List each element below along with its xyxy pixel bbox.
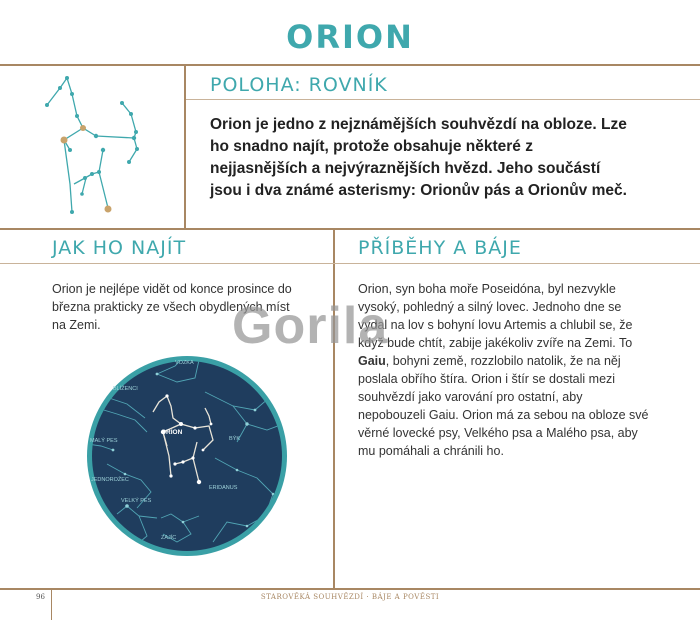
section-underline [0,263,700,264]
page-title: ORION [286,18,414,56]
stories-heading: PŘÍBĚHY A BÁJE [358,237,522,259]
watermark: Gorila [232,297,389,355]
sky-label-velky-pes: VELKÝ PES [121,498,152,504]
footer-running-title: STAROVĚKÁ SOUHVĚZDÍ · BÁJE A POVĚSTI [260,593,440,601]
intro-text: Orion je jedno z nejznámějších souhvězdí na obloze. Lze ho snadno najít, protože obsahuje některé z nejjasnějších a nejvýraznějších hvězd. Jeho součástí jsou i dva známé asterismy: Orionův pás a Orionův meč. [210,116,627,199]
middle-rule [0,228,700,230]
divider-vertical-top [184,66,186,228]
sky-label-maly-pes: MALÝ PES [90,438,118,444]
bottom-rule [0,588,700,590]
sky-label-eridanus: ERIDANUS [209,485,238,491]
sky-label-vozka: VOZKA [175,360,194,366]
sky-label-orion: ORION [161,429,183,436]
page-number: 96 [36,593,45,601]
sky-label-zajic: ZAJÍC [161,535,177,541]
location-heading: POLOHA: ROVNÍK [210,74,388,96]
stories-text [358,280,653,460]
orion-constellation-figure [0,66,184,228]
stories-text-part1: Orion, syn boha moře Poseidóna, byl nezvykle vysoký, pohledný a silný lovec. Jednoho dne se vydal na lov s bohyní lovu Artemis a chlubil se, že když bude chtít, zabije jakékoliv zvíře na Zemi. To [358,282,633,350]
find-text: Orion je nejlépe vidět od konce prosince do března prakticky ze všech obydlených míst na Zemi. [52,282,292,332]
sky-label-jednorozec: JEDNOROŽEC [91,477,129,483]
sky-label-byk: BÝK [229,436,241,442]
sky-map [87,346,287,566]
sky-label-blizenci: BLÍŽENCI [113,386,138,392]
stories-text-part2: , bohyni země, rozzlobilo natolik, že na něj poslala obřího štíra. Orion i štír se dostali mezi souhvězdí jako varování pro ostatní, aby nepobouzeli Gaiu. Orion má za sebou na obloze své věrné lovecké psy, Velkého psa a Malého psa, aby mu pomáhali a chránili ho. [358,354,649,458]
stories-text-bold: Gaiu [358,354,386,368]
divider-vertical-bottom [333,230,335,588]
location-underline [186,99,700,100]
find-heading: JAK HO NAJÍT [52,237,187,259]
